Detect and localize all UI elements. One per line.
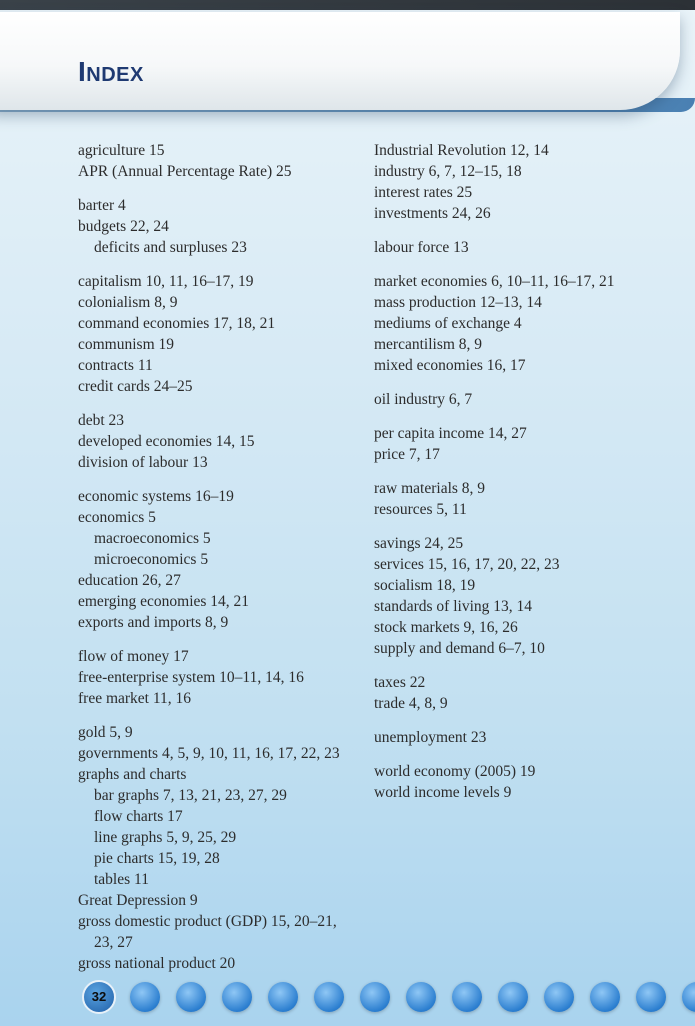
index-letter-group bbox=[374, 140, 674, 224]
page-title: Index bbox=[78, 56, 144, 87]
index-subentry: line graphs 5, 9, 25, 29 bbox=[94, 829, 237, 846]
index-letter-group bbox=[374, 761, 674, 803]
index-entry: labour force 13 bbox=[374, 239, 469, 256]
index-entry: exports and imports 8, 9 bbox=[78, 614, 229, 631]
index-entry: economic systems 16–19 bbox=[78, 488, 234, 505]
index-letter-group bbox=[78, 410, 363, 473]
index-letter-group bbox=[78, 271, 363, 397]
index-letter-group bbox=[374, 423, 674, 465]
decorative-dot bbox=[314, 982, 344, 1012]
index-entry: capitalism 10, 11, 16–17, 19 bbox=[78, 273, 254, 290]
index-entry: gross national product 20 bbox=[78, 955, 236, 972]
index-entry: resources 5, 11 bbox=[374, 501, 467, 518]
index-entry: mixed economies 16, 17 bbox=[374, 357, 526, 374]
index-entry: supply and demand 6–7, 10 bbox=[374, 640, 545, 657]
index-entry: command economies 17, 18, 21 bbox=[78, 315, 276, 332]
index-letter-group bbox=[374, 271, 674, 376]
index-entry: debt 23 bbox=[78, 412, 125, 429]
index-letter-group bbox=[78, 486, 363, 633]
decorative-dot bbox=[360, 982, 390, 1012]
index-letter-group bbox=[78, 722, 363, 974]
index-letter-group bbox=[374, 727, 674, 748]
top-dark-strip bbox=[0, 0, 695, 10]
index-letter-group bbox=[374, 672, 674, 714]
index-letter-group bbox=[374, 237, 674, 258]
index-subentry: microeconomics 5 bbox=[94, 551, 209, 568]
index-entry: emerging economies 14, 21 bbox=[78, 593, 250, 610]
index-entry: socialism 18, 19 bbox=[374, 577, 476, 594]
index-entry: world economy (2005) 19 bbox=[374, 763, 536, 780]
index-entry: taxes 22 bbox=[374, 674, 426, 691]
index-entry: services 15, 16, 17, 20, 22, 23 bbox=[374, 556, 560, 573]
decorative-dot bbox=[176, 982, 206, 1012]
index-entry: market economies 6, 10–11, 16–17, 21 bbox=[374, 273, 615, 290]
index-entry: standards of living 13, 14 bbox=[374, 598, 532, 615]
decorative-dot bbox=[406, 982, 436, 1012]
index-entry: colonialism 8, 9 bbox=[78, 294, 178, 311]
index-entry: stock markets 9, 16, 26 bbox=[374, 619, 518, 636]
index-entry: free market 11, 16 bbox=[78, 690, 192, 707]
index-entry: division of labour 13 bbox=[78, 454, 208, 471]
index-entry: world income levels 9 bbox=[374, 784, 512, 801]
decorative-dot bbox=[590, 982, 620, 1012]
index-entry: free-enterprise system 10–11, 14, 16 bbox=[78, 669, 304, 686]
page-footer bbox=[82, 980, 695, 1014]
index-entry: industry 6, 7, 12–15, 18 bbox=[374, 163, 522, 180]
index-letter-group bbox=[78, 195, 363, 258]
index-entry: Great Depression 9 bbox=[78, 892, 198, 909]
decorative-dot-row bbox=[130, 982, 695, 1014]
index-letter-group bbox=[374, 533, 674, 659]
index-entry: graphs and charts bbox=[78, 766, 187, 783]
decorative-dot bbox=[452, 982, 482, 1012]
index-entry: economics 5 bbox=[78, 509, 156, 526]
index-subentry: macroeconomics 5 bbox=[94, 530, 211, 547]
index-entry: mediums of exchange 4 bbox=[374, 315, 522, 332]
index-entry: savings 24, 25 bbox=[374, 535, 464, 552]
index-entry: education 26, 27 bbox=[78, 572, 181, 589]
index-entry: gross domestic product (GDP) 15, 20–21, bbox=[78, 913, 337, 930]
index-entry: Industrial Revolution 12, 14 bbox=[374, 142, 549, 159]
index-subentry: deficits and surpluses 23 bbox=[94, 239, 247, 256]
decorative-dot bbox=[636, 982, 666, 1012]
index-entry: credit cards 24–25 bbox=[78, 378, 193, 395]
decorative-dot bbox=[268, 982, 298, 1012]
index-entry: governments 4, 5, 9, 10, 11, 16, 17, 22, 23 bbox=[78, 745, 340, 762]
decorative-dot bbox=[682, 982, 695, 1012]
index-right-column bbox=[374, 140, 674, 816]
decorative-dot bbox=[222, 982, 252, 1012]
index-letter-group bbox=[78, 140, 363, 182]
index-subentry: pie charts 15, 19, 28 bbox=[94, 850, 220, 867]
index-entry: oil industry 6, 7 bbox=[374, 391, 473, 408]
index-subentry: flow charts 17 bbox=[94, 808, 183, 825]
index-letter-group bbox=[374, 478, 674, 520]
index-letter-group bbox=[78, 646, 363, 709]
index-entry: flow of money 17 bbox=[78, 648, 189, 665]
index-entry: barter 4 bbox=[78, 197, 126, 214]
page-number-badge: 32 bbox=[82, 980, 116, 1014]
index-entry: interest rates 25 bbox=[374, 184, 473, 201]
index-entry: APR (Annual Percentage Rate) 25 bbox=[78, 163, 292, 180]
index-entry: raw materials 8, 9 bbox=[374, 480, 486, 497]
index-subentry: tables 11 bbox=[94, 871, 149, 888]
index-entry: developed economies 14, 15 bbox=[78, 433, 255, 450]
index-entry: budgets 22, 24 bbox=[78, 218, 169, 235]
index-entry: gold 5, 9 bbox=[78, 724, 133, 741]
index-entry: mercantilism 8, 9 bbox=[374, 336, 483, 353]
index-letter-group bbox=[374, 389, 674, 410]
index-left-column bbox=[78, 140, 363, 987]
index-entry: agriculture 15 bbox=[78, 142, 165, 159]
index-entry: per capita income 14, 27 bbox=[374, 425, 527, 442]
index-entry: trade 4, 8, 9 bbox=[374, 695, 448, 712]
decorative-dot bbox=[544, 982, 574, 1012]
decorative-dot bbox=[498, 982, 528, 1012]
index-entry: mass production 12–13, 14 bbox=[374, 294, 542, 311]
index-entry: price 7, 17 bbox=[374, 446, 440, 463]
index-subentry: bar graphs 7, 13, 21, 23, 27, 29 bbox=[94, 787, 287, 804]
index-subentry: 23, 27 bbox=[94, 934, 133, 951]
index-entry: unemployment 23 bbox=[374, 729, 487, 746]
index-entry: communism 19 bbox=[78, 336, 175, 353]
index-entry: contracts 11 bbox=[78, 357, 153, 374]
index-entry: investments 24, 26 bbox=[374, 205, 491, 222]
decorative-dot bbox=[130, 982, 160, 1012]
